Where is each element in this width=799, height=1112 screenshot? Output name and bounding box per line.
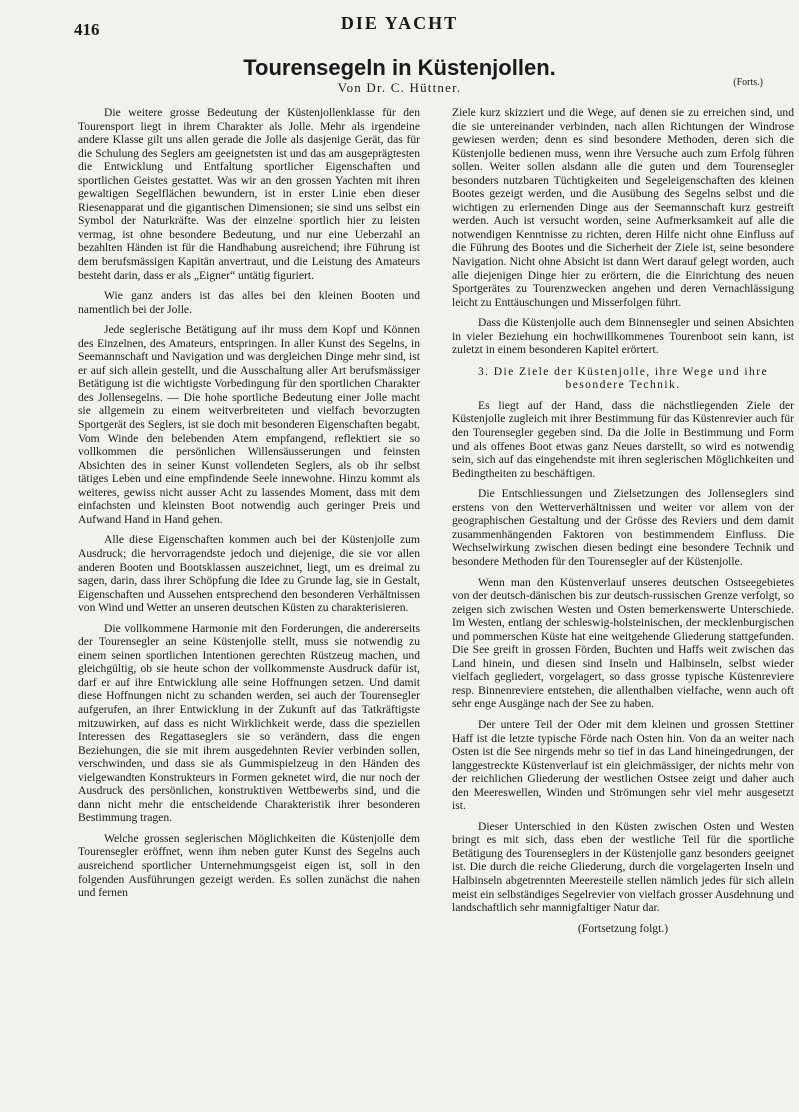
- closing-note: (Fortsetzung folgt.): [577, 921, 669, 935]
- paragraph: Wie ganz anders ist das alles bei den kleinen Booten und namentlich bei der Jolle.: [78, 289, 420, 316]
- page-number: 416: [74, 20, 100, 39]
- paragraph: Ziele kurz skizziert und die Wege, auf denen sie zu erreichen sind, und die sie untereinander verbinden, nach allen Richtungen der Windrose gewiesen werden; denn es sind besondere Methoden, deren sich die Küstenjolle bedienen muss, wenn ihre Versuche auch zum Erfolg führen sollen. Weiter sollen alsdann alle die guten und dem Tourensegler besonders nutzbaren Tüchtigkeiten und Segeleigenschaften des kleinen Bootes gezeigt werden, und die Ausübung des Segelns selbst und die wichtigen zu erlernenden Dinge aus der Seemannschaft kurz gestreift werden. Auch ist versucht worden, seine Aufmerksamkeit auf alle die notwendigen Kenntnisse zu richten, deren Hilfe nicht ohne Einfluss auf die Führung des Bootes und die Sicherheit der Ziele ist, seine besondere Navigation. Nicht ohne Absicht ist dann Wert darauf gelegt worden, auch alle diejenigen Dinge hier zu erörtern, die die Einrichtung des neuen Sportgerätes zu Tourenzwecken angehen und deren Vernachlässigung leicht zu Enttäuschungen und Misserfolgen führt.: [452, 106, 794, 309]
- paragraph: Alle diese Eigenschaften kommen auch bei der Küstenjolle zum Ausdruck; die hervorragendste jedoch und diejenige, die sie vor allen anderen Booten und Bootsklassen auszeichnet, liegt, um es dreimal zu sagen, darin, dass ihrer Schöpfung die Idee zu Grunde lag, sie in Gestalt, Eigenschaften und Aussehen entsprechend den besonderen Verhältnissen von Wind und Wetter an unseren deutschen Küsten zu charakterisieren.: [78, 533, 420, 615]
- paragraph: Dass die Küstenjolle auch dem Binnensegler und seinen Absichten in vieler Beziehung ein hochwillkommenes Tourenboot sein kann, ist zuletzt in einem besonderen Kapitel erörtert.: [452, 316, 794, 357]
- section-heading: 3. Die Ziele der Küstenjolle, ihre Wege und ihre besondere Technik.: [477, 364, 769, 392]
- left-column: [78, 106, 420, 907]
- paragraph: Welche grossen seglerischen Möglichkeiten die Küstenjolle dem Tourensegler eröffnet, wenn ihm neben guter Kunst des Segelns auch ausreichend sportlicher Unternehmungsgeist eigen ist, soll in den folgenden Ausführungen gezeigt werden. Es sollen zunächst die nahen und fernen: [78, 831, 420, 900]
- paragraph: Jede seglerische Betätigung auf ihr muss dem Kopf und Können des Einzelnen, des Amateurs, entspringen. In aller Kunst des Segelns, in Seemannschaft und Navigation und was dergleichen Dinge mehr sind, ist er auf sich allein gestellt, und die Ausschaltung aller Art berufsmässiger Betätigung ist die wichtigste Vorbedingung für den sportlichen Charakter des Jollensegelns. — Die hohe sportliche Bedeutung einer Jolle macht sie allgemein zu einem weitverbreiteten und vielfach bevorzugten Sportgerät des Seglers, ist sie doch mit besonderen Eigenschaften begabt. Vom Winde den belebenden Atem empfangend, reflektiert sie so vollkommen die persönlichen Willensäusserungen und feinsten Absichten des in seiner Kunst vollendeten Seglers, als ob ihr selbst tätiges Leben und eine empfindende Seele innewohne. Hinzu kommt als weiteres, gewiss nicht ausser Acht zu lassendes Moment, dass mit dem einfachsten und kleinsten Boot notwendig auch geringer Preis und Aufwand Hand in Hand gehen.: [78, 323, 420, 526]
- running-head: DIE YACHT: [340, 13, 459, 33]
- paragraph: Dieser Unterschied in den Küsten zwischen Osten und Westen bringt es mit sich, dass eben der westliche Teil für die sportliche Betätigung des Tourenseglers in der Küstenjolle ganz besonders geeignet ist. Die durch die reiche Gliederung, durch die vorgelagerten Inseln und Halbinseln abgetrennten Meeresteile stellen nämlich jedes für sich allein meist ein selbständiges Segelrevier von vielfach grosser Ausdehnung und landschaftlich sehr mannigfaltiger Natur dar.: [452, 819, 794, 915]
- paragraph: Die weitere grosse Bedeutung der Küstenjollenklasse für den Tourensport liegt in ihrem Charakter als Jolle. Mehr als irgendeine andere Klasse gilt uns allen gerade die Jolle als dasjenige Gerät, das für die Schulung des Seglers am geeignetsten ist und das am ausgeprägtesten die Entwicklung und Entfaltung sportlicher Eigenschaften und sportlichen Geistes gestattet. Was wir an den grossen Yachten mit ihren gewaltigen Segelflächen bewundern, ist in erster Linie eben dieser Riesenapparat und die gigantischen Dimensionen; sie sind uns selbst ein Symbol der Naturkräfte. Was der einzelne sportlich hier zu leisten vermag, ist ohne besondere Bedeutung, und nur eine Ueberzahl an bezahlten Händen ist für die Handhabung ausreichend; ihre Führung ist dem berufsmässigen Kapitän anvertraut, und die Leistung des Amateurs besteht darin, dass er als „Eigner“ untätig figuriert.: [78, 106, 420, 282]
- byline: Von Dr. C. Hüttner.: [337, 80, 462, 95]
- paragraph: Der untere Teil der Oder mit dem kleinen und grossen Stettiner Haff ist die letzte typische Förde nach Osten hin. Von da an weiter nach Osten ist die See nirgends mehr so tief in das Land hineingedrungen, der langgestreckte Küstenverlauf ist ein gleichmässiger, der nichts mehr von der reichlichen Gliederung der westlichen Ostsee zeigt und daher auch den Meereswellen, Winden und Strömungen sehr viel mehr ausgesetzt ist.: [452, 717, 794, 813]
- paragraph: Wenn man den Küstenverlauf unseres deutschen Ostseegebietes von der deutsch-dänischen bis zur deutsch-russischen Grenze verfolgt, so zeigen sich zwischen Westen und Osten bemerkenswerte Unterschiede. Im Westen, entlang der schleswig-holsteinischen, der mecklenburgischen und pommerschen Küste hat eine weitgehende Gliederung stattgefunden. Die See greift in grossen Förden, Buchten und Haffs weit zwischen das Land hinein, und diesen sind Inseln und Halbinseln, selbst wieder vielfach gegliedert, vorgelagert, so dass grosse typische Küstenreviere resp. Binnenreviere entstehen, die allenthalben vielfache, wenn auch oft sehr enge Ausgänge nach der See zu haben.: [452, 575, 794, 711]
- paragraph: Es liegt auf der Hand, dass die nächstliegenden Ziele der Küstenjolle zugleich mit ihrer Bestimmung für das Küstenrevier auch für den Tourensegler gegeben sind. Da die Jolle in Bestimmung und Form und als offenes Boot etwas ganz Neues darstellt, so wird es notwendig sein, sich auf das eingehendste mit ihren seglerischen Möglichkeiten und Bedingtheiten zu beschäftigen.: [452, 398, 794, 480]
- article-title: Tourensegeln in Küstenjollen.: [243, 55, 556, 80]
- continued-marker: (Forts.): [733, 77, 763, 88]
- paragraph: Die Entschliessungen und Zielsetzungen des Jollenseglers sind erstens von den Wetterverhältnissen und weiter vor allem von der geographischen Gestaltung und der Grösse des Reviers und dem damit zusammenhängenden Faktoren von bestimmendem Einfluss. Die Wechselwirkung zwischen diesen bedingt eine besondere Technik und besondere Methoden für den Tourensegler auf der Küstenjolle.: [452, 487, 794, 568]
- paragraph: Die vollkommene Harmonie mit den Forderungen, die andererseits der Tourensegler an seine Küstenjolle stellt, muss sie notwendig zu einem seinen sportlichen Intentionen gerechten Rüstzeug machen, und gleichgültig, ob sie heute schon der vollkommenste Ausdruck dafür ist, darf er auf ihre Entwicklung alle seine Hoffnungen setzen. Und damit diese Hoffnungen nicht zu schanden werden, sei auch der Tourensegler aufgerufen, an ihrer Entwicklung in der Zukunft auf das Tatkräftigste mitzuwirken, auf dass es nicht Wirklichkeit werde, dass die speziellen Interessen des Regattaseglers sie so verändern, dass die engen Beziehungen, die sie mit ihrem ausgedehnten Revier verbinden sollen, verschwinden, und dass sie als Gummispielzeug in den Händen des vielgewandten Konstrukteurs in Formen geknetet wird, die nur noch der Ausdruck des persönlichen, konstruktiven Wettbewerbs sind, und die dann nicht mehr die entscheidende Charakteristik ihrer besonderen Bestimmung tragen.: [78, 621, 420, 825]
- right-column: [452, 106, 794, 935]
